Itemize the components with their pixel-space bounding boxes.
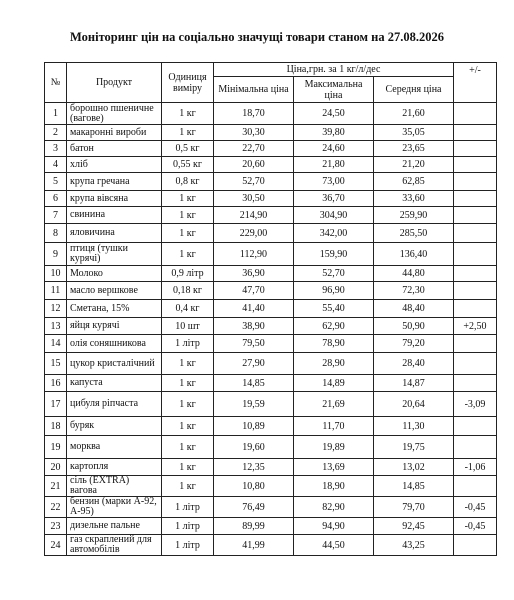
min-price: 30,30 bbox=[214, 125, 294, 141]
max-price: 44,50 bbox=[294, 535, 374, 556]
price-change bbox=[454, 103, 497, 125]
avg-price: 21,20 bbox=[374, 157, 454, 173]
avg-price: 62,85 bbox=[374, 173, 454, 191]
row-number: 16 bbox=[45, 375, 67, 392]
table-row bbox=[45, 173, 497, 191]
row-number: 19 bbox=[45, 436, 67, 459]
min-price: 79,50 bbox=[214, 335, 294, 353]
row-number: 11 bbox=[45, 282, 67, 300]
max-price: 11,70 bbox=[294, 417, 374, 436]
table-row bbox=[45, 392, 497, 417]
table-row bbox=[45, 300, 497, 318]
price-change bbox=[454, 207, 497, 224]
header-delta: +/- bbox=[454, 63, 497, 103]
price-table-body bbox=[45, 103, 497, 556]
min-price: 76,49 bbox=[214, 497, 294, 518]
unit: 1 кг bbox=[162, 375, 214, 392]
product-name: олія соняшникова bbox=[67, 335, 162, 353]
avg-price: 28,40 bbox=[374, 353, 454, 375]
max-price: 342,00 bbox=[294, 224, 374, 243]
price-change: -1,06 bbox=[454, 459, 497, 476]
max-price: 13,69 bbox=[294, 459, 374, 476]
product-name: борошно пшеничне (вагове) bbox=[67, 103, 162, 125]
max-price: 82,90 bbox=[294, 497, 374, 518]
avg-price: 21,60 bbox=[374, 103, 454, 125]
max-price: 18,90 bbox=[294, 476, 374, 497]
unit: 1 кг bbox=[162, 125, 214, 141]
avg-price: 136,40 bbox=[374, 243, 454, 266]
max-price: 55,40 bbox=[294, 300, 374, 318]
product-name: буряк bbox=[67, 417, 162, 436]
table-row bbox=[45, 535, 497, 556]
unit: 1 кг bbox=[162, 436, 214, 459]
avg-price: 20,64 bbox=[374, 392, 454, 417]
product-name: бензин (марки А-92, А-95) bbox=[67, 497, 162, 518]
row-number: 6 bbox=[45, 191, 67, 207]
product-name: свинина bbox=[67, 207, 162, 224]
table-row bbox=[45, 518, 497, 535]
min-price: 112,90 bbox=[214, 243, 294, 266]
row-number: 9 bbox=[45, 243, 67, 266]
max-price: 73,00 bbox=[294, 173, 374, 191]
price-change bbox=[454, 191, 497, 207]
min-price: 30,50 bbox=[214, 191, 294, 207]
avg-price: 35,05 bbox=[374, 125, 454, 141]
table-row bbox=[45, 282, 497, 300]
row-number: 13 bbox=[45, 318, 67, 335]
table-row bbox=[45, 157, 497, 173]
max-price: 94,90 bbox=[294, 518, 374, 535]
product-name: морква bbox=[67, 436, 162, 459]
min-price: 10,89 bbox=[214, 417, 294, 436]
table-row bbox=[45, 243, 497, 266]
unit: 1 кг bbox=[162, 207, 214, 224]
table-row bbox=[45, 207, 497, 224]
min-price: 52,70 bbox=[214, 173, 294, 191]
product-name: батон bbox=[67, 141, 162, 157]
min-price: 89,99 bbox=[214, 518, 294, 535]
max-price: 39,80 bbox=[294, 125, 374, 141]
unit: 1 кг bbox=[162, 243, 214, 266]
unit: 1 кг bbox=[162, 224, 214, 243]
row-number: 10 bbox=[45, 266, 67, 282]
min-price: 41,40 bbox=[214, 300, 294, 318]
row-number: 8 bbox=[45, 224, 67, 243]
avg-price: 19,75 bbox=[374, 436, 454, 459]
avg-price: 79,70 bbox=[374, 497, 454, 518]
row-number: 4 bbox=[45, 157, 67, 173]
unit: 0,18 кг bbox=[162, 282, 214, 300]
row-number: 7 bbox=[45, 207, 67, 224]
row-number: 17 bbox=[45, 392, 67, 417]
price-change bbox=[454, 157, 497, 173]
price-change bbox=[454, 375, 497, 392]
min-price: 229,00 bbox=[214, 224, 294, 243]
avg-price: 79,20 bbox=[374, 335, 454, 353]
max-price: 21,80 bbox=[294, 157, 374, 173]
row-number: 18 bbox=[45, 417, 67, 436]
price-change bbox=[454, 266, 497, 282]
min-price: 36,90 bbox=[214, 266, 294, 282]
min-price: 20,60 bbox=[214, 157, 294, 173]
row-number: 24 bbox=[45, 535, 67, 556]
price-change bbox=[454, 141, 497, 157]
avg-price: 92,45 bbox=[374, 518, 454, 535]
table-row bbox=[45, 125, 497, 141]
product-name: картопля bbox=[67, 459, 162, 476]
product-name: дизельне пальне bbox=[67, 518, 162, 535]
avg-price: 14,85 bbox=[374, 476, 454, 497]
header-price-group: Ціна,грн. за 1 кг/л/дес bbox=[214, 63, 454, 77]
row-number: 14 bbox=[45, 335, 67, 353]
price-change: -0,45 bbox=[454, 518, 497, 535]
price-change bbox=[454, 300, 497, 318]
row-number: 21 bbox=[45, 476, 67, 497]
unit: 1 літр bbox=[162, 535, 214, 556]
max-price: 62,90 bbox=[294, 318, 374, 335]
price-change bbox=[454, 335, 497, 353]
unit: 1 кг bbox=[162, 191, 214, 207]
row-number: 20 bbox=[45, 459, 67, 476]
product-name: газ скраплений для автомобілів bbox=[67, 535, 162, 556]
unit: 0,9 літр bbox=[162, 266, 214, 282]
price-change: -0,45 bbox=[454, 497, 497, 518]
price-change: +2,50 bbox=[454, 318, 497, 335]
price-change bbox=[454, 417, 497, 436]
unit: 1 літр bbox=[162, 518, 214, 535]
product-name: макаронні вироби bbox=[67, 125, 162, 141]
product-name: масло вершкове bbox=[67, 282, 162, 300]
unit: 0,55 кг bbox=[162, 157, 214, 173]
avg-price: 72,30 bbox=[374, 282, 454, 300]
max-price: 78,90 bbox=[294, 335, 374, 353]
row-number: 12 bbox=[45, 300, 67, 318]
product-name: Сметана, 15% bbox=[67, 300, 162, 318]
table-row bbox=[45, 375, 497, 392]
min-price: 214,90 bbox=[214, 207, 294, 224]
min-price: 14,85 bbox=[214, 375, 294, 392]
product-name: Молоко bbox=[67, 266, 162, 282]
unit: 1 кг bbox=[162, 476, 214, 497]
table-row bbox=[45, 436, 497, 459]
table-row bbox=[45, 191, 497, 207]
product-name: яловичина bbox=[67, 224, 162, 243]
row-number: 23 bbox=[45, 518, 67, 535]
row-number: 2 bbox=[45, 125, 67, 141]
table-row bbox=[45, 335, 497, 353]
product-name: капуста bbox=[67, 375, 162, 392]
max-price: 24,60 bbox=[294, 141, 374, 157]
row-number: 5 bbox=[45, 173, 67, 191]
avg-price: 23,65 bbox=[374, 141, 454, 157]
product-name: цукор кристалічний bbox=[67, 353, 162, 375]
min-price: 22,70 bbox=[214, 141, 294, 157]
unit: 1 кг bbox=[162, 459, 214, 476]
table-row bbox=[45, 141, 497, 157]
row-number: 22 bbox=[45, 497, 67, 518]
unit: 0,8 кг bbox=[162, 173, 214, 191]
min-price: 38,90 bbox=[214, 318, 294, 335]
unit: 1 кг bbox=[162, 353, 214, 375]
product-name: крупа гречана bbox=[67, 173, 162, 191]
price-table bbox=[44, 62, 497, 556]
max-price: 52,70 bbox=[294, 266, 374, 282]
min-price: 19,60 bbox=[214, 436, 294, 459]
max-price: 21,69 bbox=[294, 392, 374, 417]
price-change bbox=[454, 282, 497, 300]
page-title: Моніторинг цін на соціально значущі товари станом на 27.08.2026 bbox=[70, 30, 444, 44]
max-price: 304,90 bbox=[294, 207, 374, 224]
header-min-price: Мінімальна ціна bbox=[214, 77, 294, 103]
header-avg-price: Середня ціна bbox=[374, 77, 454, 103]
price-change bbox=[454, 436, 497, 459]
header-max-price: Максимальна ціна bbox=[294, 77, 374, 103]
product-name: цибуля ріпчаста bbox=[67, 392, 162, 417]
table-row bbox=[45, 476, 497, 497]
unit: 10 шт bbox=[162, 318, 214, 335]
min-price: 10,80 bbox=[214, 476, 294, 497]
avg-price: 33,60 bbox=[374, 191, 454, 207]
table-row bbox=[45, 417, 497, 436]
row-number: 1 bbox=[45, 103, 67, 125]
table-row bbox=[45, 266, 497, 282]
min-price: 18,70 bbox=[214, 103, 294, 125]
table-row bbox=[45, 459, 497, 476]
header-unit: Одиниця виміру bbox=[162, 63, 214, 103]
header-product: Продукт bbox=[67, 63, 162, 103]
table-row bbox=[45, 497, 497, 518]
avg-price: 259,90 bbox=[374, 207, 454, 224]
max-price: 159,90 bbox=[294, 243, 374, 266]
row-number: 3 bbox=[45, 141, 67, 157]
min-price: 41,99 bbox=[214, 535, 294, 556]
product-name: яйця курячі bbox=[67, 318, 162, 335]
unit: 1 кг bbox=[162, 103, 214, 125]
price-change bbox=[454, 125, 497, 141]
unit: 1 літр bbox=[162, 335, 214, 353]
table-row bbox=[45, 318, 497, 335]
avg-price: 285,50 bbox=[374, 224, 454, 243]
avg-price: 50,90 bbox=[374, 318, 454, 335]
avg-price: 48,40 bbox=[374, 300, 454, 318]
max-price: 19,89 bbox=[294, 436, 374, 459]
min-price: 47,70 bbox=[214, 282, 294, 300]
price-change: -3,09 bbox=[454, 392, 497, 417]
min-price: 19,59 bbox=[214, 392, 294, 417]
unit: 1 літр bbox=[162, 497, 214, 518]
price-change bbox=[454, 535, 497, 556]
table-row bbox=[45, 224, 497, 243]
product-name: птиця (тушки курячі) bbox=[67, 243, 162, 266]
avg-price: 11,30 bbox=[374, 417, 454, 436]
price-change bbox=[454, 224, 497, 243]
avg-price: 43,25 bbox=[374, 535, 454, 556]
product-name: крупа вівсяна bbox=[67, 191, 162, 207]
max-price: 24,50 bbox=[294, 103, 374, 125]
unit: 0,4 кг bbox=[162, 300, 214, 318]
product-name: хліб bbox=[67, 157, 162, 173]
min-price: 27,90 bbox=[214, 353, 294, 375]
price-change bbox=[454, 476, 497, 497]
max-price: 28,90 bbox=[294, 353, 374, 375]
unit: 1 кг bbox=[162, 392, 214, 417]
product-name: сіль (EXTRA) вагова bbox=[67, 476, 162, 497]
avg-price: 14,87 bbox=[374, 375, 454, 392]
price-change bbox=[454, 353, 497, 375]
price-change bbox=[454, 243, 497, 266]
max-price: 96,90 bbox=[294, 282, 374, 300]
row-number: 15 bbox=[45, 353, 67, 375]
table-row bbox=[45, 353, 497, 375]
min-price: 12,35 bbox=[214, 459, 294, 476]
table-row bbox=[45, 103, 497, 125]
unit: 1 кг bbox=[162, 417, 214, 436]
unit: 0,5 кг bbox=[162, 141, 214, 157]
price-change bbox=[454, 173, 497, 191]
max-price: 36,70 bbox=[294, 191, 374, 207]
max-price: 14,89 bbox=[294, 375, 374, 392]
avg-price: 13,02 bbox=[374, 459, 454, 476]
header-number: № bbox=[45, 63, 67, 103]
avg-price: 44,80 bbox=[374, 266, 454, 282]
